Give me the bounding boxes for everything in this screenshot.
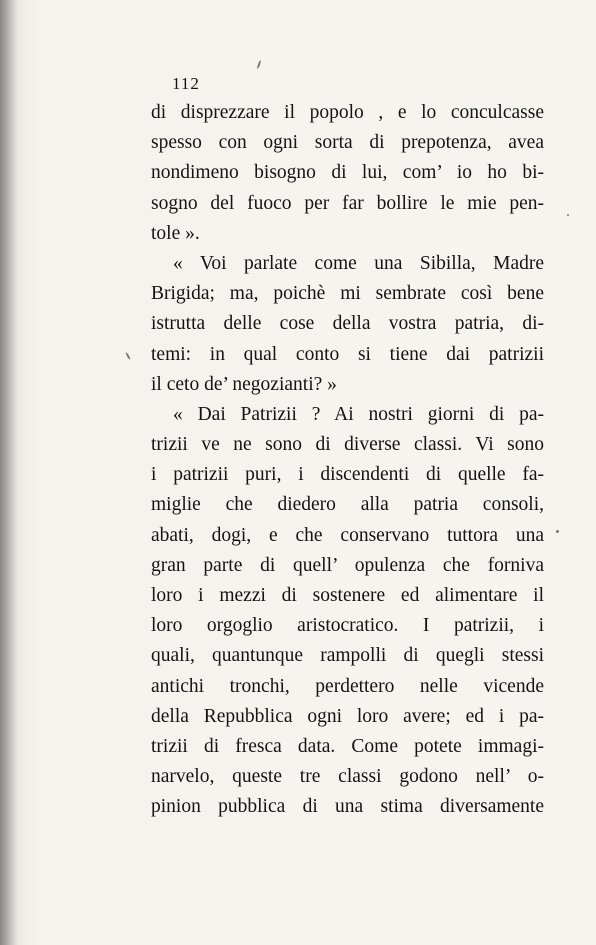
text-line: Brigida; ma, poichè mi sembrate così bene (151, 283, 544, 305)
text-line: narvelo, queste tre classi godono nell’ o- (151, 766, 544, 788)
text-line: « Voi parlate come una Sibilla, Madre (173, 252, 544, 274)
ink-speck (556, 530, 559, 533)
text-line: trizii di fresca data. Come potete immagi- (151, 735, 544, 757)
ink-speck (125, 352, 131, 360)
text-line: loro orgoglio aristocratico. I patrizii, i (151, 615, 544, 637)
text-line: trizii ve ne sono di diverse classi. Vi sono (151, 434, 544, 456)
text-line: istrutta delle cose della vostra patria, di- (151, 313, 544, 335)
text-line: miglie che diedero alla patria consoli, (151, 494, 544, 516)
text-line: temi: in qual conto si tiene dai patrizii (151, 343, 544, 365)
text-line: i patrizii puri, i discendenti di quelle fa- (151, 464, 544, 486)
ink-speck (257, 60, 262, 69)
text-line: sogno del fuoco per far bollire le mie pen- (151, 192, 544, 214)
binding-shadow (0, 0, 18, 945)
text-line: il ceto de’ negozianti? » (151, 373, 337, 395)
ink-speck (567, 214, 569, 216)
text-line: tole ». (151, 222, 200, 244)
text-line: spesso con ogni sorta di prepotenza, avea (151, 132, 544, 154)
text-line: quali, quantunque rampolli di quegli stessi (151, 645, 544, 667)
text-line: « Dai Patrizii ? Ai nostri giorni di pa- (173, 403, 544, 425)
text-line: antichi tronchi, perdettero nelle vicende (151, 675, 544, 697)
page-number: 112 (172, 74, 200, 93)
body-text (151, 98, 544, 823)
text-line: gran parte di quell’ opulenza che forniva (151, 554, 544, 576)
text-line: pinion pubblica di una stima diversamente (151, 796, 544, 818)
text-line: nondimeno bisogno di lui, com’ io ho bi- (151, 162, 544, 184)
text-line: abati, dogi, e che conservano tuttora una (151, 524, 544, 546)
text-line: di disprezzare il popolo , e lo conculcasse (151, 102, 544, 123)
text-line: della Repubblica ogni loro avere; ed i pa- (151, 705, 544, 727)
text-line: loro i mezzi di sostenere ed alimentare il (151, 585, 544, 606)
